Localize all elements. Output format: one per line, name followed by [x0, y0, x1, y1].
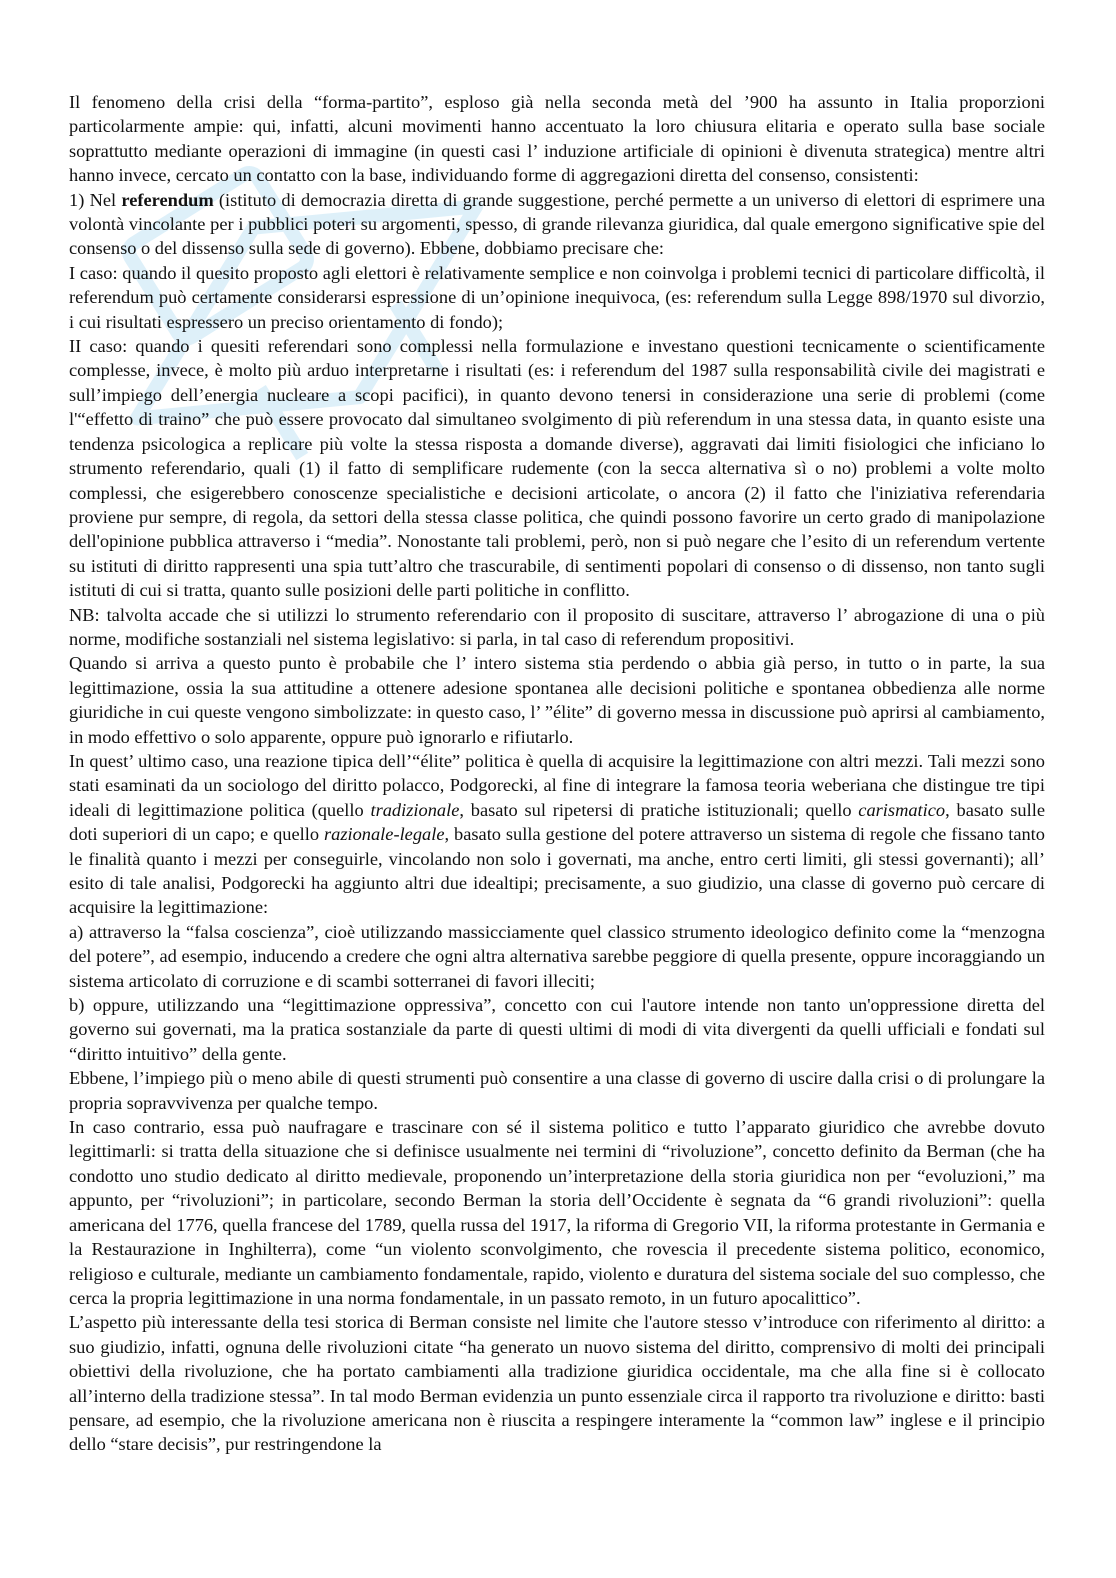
- text-run: In caso contrario, essa può naufragare e trascinare con sé il sistema politico e tutto l’apparato giuridico che avrebbe dovuto legittimarli: si tratta della situazione che si definisce usualmente nei termini di “rivoluzione”, concetto definito da Berman (che ha condotto uno studio dedicato al diritto medievale, proponendo un’interpretazione della storia giuridica non per “evoluzioni,” ma appunto, per “rivoluzioni”; in particolare, secondo Berman la storia dell’Occidente è segnata da “6 grandi rivoluzioni”: quella americana del 1776, quella francese del 1789, quella russa del 1917, la riforma di Gregorio VII, la riforma protestante in Germania e la Restaurazione in Inghilterra), come “un violento sconvolgimento, che rovescia il precedente sistema politico, economico, religioso e culturale, mediante un cambiamento fondamentale, rapido, violento e duratura del sistema sociale del suo complesso, che cerca la propria legittimazione in una norma fondamentale, in un passato remoto, in un futuro apocalittico”.: [69, 1117, 1045, 1308]
- paragraph: [69, 334, 1045, 602]
- text-run: , basato sulle doti superiori di un capo; e quello: [69, 799, 1045, 845]
- text-run: Quando si arriva a questo punto è probabile che l’ intero sistema stia perdendo o abbia già perso, in tutto o in parte, la sua legittimazione, ossia la sua attitudine a ottenere adesione spontanea alle decisioni politiche e spontanea obbedienza alle norme giuridiche in cui queste vengono simbolizzate: in questo caso, l’ ”élite” di governo messa in discussione può aprirsi al cambiamento, in modo effettivo o solo apparente, oppure può ignorarlo e rifiutarlo.: [69, 653, 1045, 747]
- text-run: b) oppure, utilizzando una “legittimazione oppressiva”, concetto con cui l'autore intende non tanto un'oppressione diretta del governo sui governati, ma la pratica sostanziale da parte di questi ultimi di modi di vita divergenti da quelli ufficiali e fondati sul “diritto intuitivo” della gente.: [69, 995, 1045, 1064]
- paragraph: [69, 1115, 1045, 1310]
- text-run: In quest’ ultimo caso, una reazione tipica dell’“élite” politica è quella di acquisire la legittimazione con altri mezzi. Tali mezzi sono stati esaminati da un sociologo del diritto polacco, Podgorecki, al fine di integrare la famosa teoria weberiana che distingue tre tipi ideali di legittimazione politica (quello: [69, 750, 1045, 820]
- document-body: [69, 90, 1045, 1457]
- paragraph: [69, 920, 1045, 993]
- text-run: I caso: quando il quesito proposto agli elettori è relativamente semplice e non coinvolga i problemi tecnici di particolare difficoltà, il referendum può certamente considerarsi espressione di un’opinione inequivoca, (es: referendum sulla Legge 898/1970 sul divorzio, i cui risultati espressero un preciso orientamento di fondo);: [69, 262, 1045, 332]
- paragraph: [69, 1310, 1045, 1456]
- paragraph: [69, 1066, 1045, 1115]
- text-run: Il fenomeno della crisi della “forma-partito”, esploso già nella seconda metà del ’900 ha assunto in Italia proporzioni particolarmente ampie: qui, infatti, alcuni movimenti hanno accentuato la loro chiusura elitaria e operato sulla base sociale soprattutto mediante operazioni di immagine (in questi casi l’ induzione artificiale di opinioni è divenuta strategica) mentre altri hanno invece, cercato un contatto con la base, individuando forme di aggregazioni diretta del consenso, consistenti:: [69, 92, 1045, 186]
- paragraph: [69, 603, 1045, 652]
- text-run: , basato sul ripetersi di pratiche istituzionali; quello: [459, 799, 859, 820]
- paragraph: [69, 993, 1045, 1066]
- paragraph: [69, 188, 1045, 261]
- text-run: 1) Nel: [69, 189, 122, 210]
- bold-term: referendum: [121, 189, 214, 210]
- paragraph: [69, 90, 1045, 188]
- text-run: Ebbene, l’impiego più o meno abile di questi strumenti può consentire a una classe di governo di uscire dalla crisi o di prolungare la propria sopravvivenza per qualche tempo.: [69, 1068, 1045, 1113]
- italic-term: carismatico: [858, 799, 946, 820]
- text-run: II caso: quando i quesiti referendari sono complessi nella formulazione e investano questioni tecnicamente o scientificamente complesse, invece, è molto più arduo interpretarne i risultati (es: i referendum del 1987 sulla responsabilità civile dei magistrati e sull’impiego dell’energia nucleare a scopi pacifici), in quanto devono tenersi in considerazione una serie di problemi (come l'“effetto di traino” che può essere provocato dal simultaneo svolgimento di più referendum in una stessa data, in quanto esiste una tendenza psicologica a replicare più volte la stessa risposta a domande diverse), aggravati dai limiti fisiologici che inficiano lo strumento referendario, quali (1) il fatto di semplificare rudemente (con la secca alternativa sì o no) problemi a volte molto complessi, che esigerebbero conoscenze specialistiche e decisioni articolate, o ancora (2) il fatto che l'iniziativa referendaria proviene pur sempre, di regola, da settori della stessa classe politica, che quindi possono favorire un certo grado di manipolazione dell'opinione pubblica attraverso i “media”. Nonostante tali problemi, però, non si può negare che l’esito di un referendum vertente su istituti di diritto rappresenti una spia tutt’altro che trascurabile, di sentimenti popolari di consenso o di dissenso, non tanto sugli istituti di cui si tratta, quanto sulle posizioni delle parti politiche in conflitto.: [69, 336, 1045, 601]
- text-run: NB: talvolta accade che si utilizzi lo strumento referendario con il proposito di suscitare, attraverso l’ abrogazione di una o più norme, modifiche sostanziali nel sistema legislativo: si parla, in tal caso di referendum propositivi.: [69, 604, 1045, 649]
- paragraph: [69, 651, 1045, 749]
- text-run: (istituto di democrazia diretta di grande suggestione, perché permette a un universo di elettori di esprimere una volontà vincolante per i pubblici poteri su argomenti, spesso, di grande rilevanza giuridica, dal quale emergono significative spie del consenso o del dissenso sulla sede di governo). Ebbene, dobbiamo precisare che:: [69, 189, 1045, 259]
- italic-term: tradizionale: [370, 799, 460, 820]
- italic-term: razionale-legale: [323, 824, 445, 845]
- text-run: , basato sulla gestione del potere attraverso un sistema di regole che fissano tanto le finalità quanto i mezzi per conseguirle, vincolando non solo i governati, ma anche, entro certi limiti, gli stessi governanti); all’ esito di tale analisi, Podgorecki ha aggiunto altri due idealtipi; precisamente, a suo giudizio, una classe di governo può cercare di acquisire la legittimazione:: [69, 824, 1045, 918]
- text-run: L’aspetto più interessante della tesi storica di Berman consiste nel limite che l'autore stesso v’introduce con riferimento al diritto: a suo giudizio, infatti, ognuna delle rivoluzioni citate “ha generato un nuovo sistema del diritto, comprensivo di molti dei principali obiettivi della rivoluzione, che ha portato cambiamenti alla tradizione giuridica occidentale, ma che alla fine si è collocato all’interno della tradizione stessa”. In tal modo Berman evidenzia un punto essenziale circa il rapporto tra rivoluzione e diritto: basti pensare, ad esempio, che la rivoluzione americana non è riuscita a respingere interamente la “common law” inglese e il principio dello “stare decisis”, pur restringendone la: [69, 1312, 1045, 1455]
- paragraph: [69, 749, 1045, 920]
- paragraph: [69, 261, 1045, 334]
- text-run: a) attraverso la “falsa coscienza”, cioè utilizzando massicciamente quel classico strumento ideologico definito come la “menzogna del potere”, ad esempio, inducendo a credere che ogni altra alternativa sarebbe peggiore di quella presente, oppure incoraggiando un sistema articolato di corruzione e di scambi sotterranei di favori illeciti;: [69, 921, 1045, 991]
